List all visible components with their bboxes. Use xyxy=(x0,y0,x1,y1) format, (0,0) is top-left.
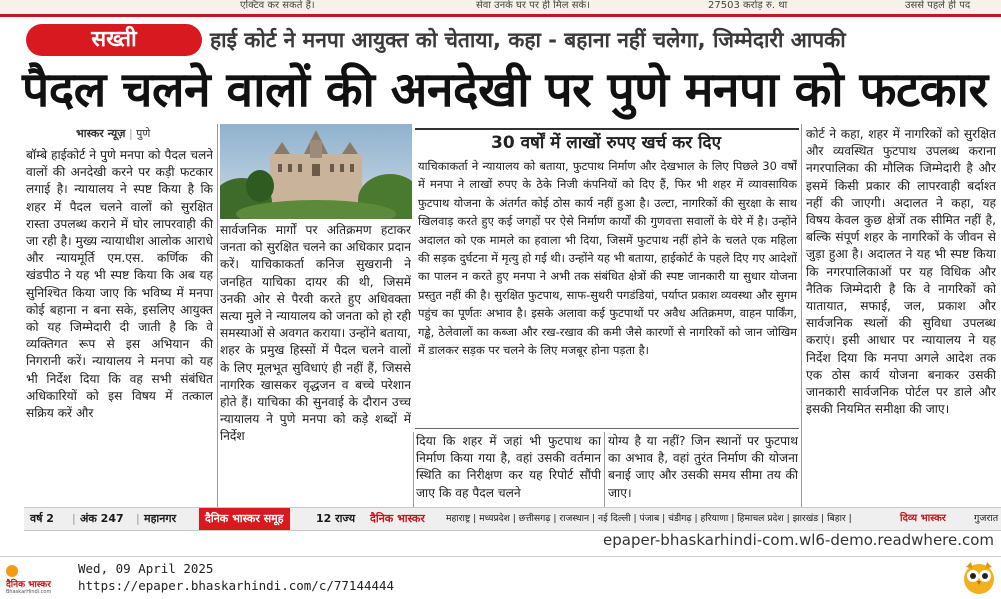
footer-states-list: महाराष्ट्र | मध्यप्रदेश | छत्तीसगढ़ | राजस्थान | नई दिल्ली | पंजाब | चंडीगढ़ | हरियाणा | हिमाचल प्रदेश | झारखंड | बिहार | xyxy=(446,513,852,524)
article-column-3b: योग्य है या नहीं? जिन स्थानों पर फुटपाथ का अभाव है, वहां तुरंत निर्माण की योजना बनाई जाए और उसकी समय सीमा तय की जाए। xyxy=(608,434,798,500)
strip-text-3: 27503 करोड़ रु. था xyxy=(708,0,788,11)
logo-text: दैनिक भास्कर xyxy=(6,580,51,590)
strip-text-4: उससे पहले ही पद xyxy=(905,0,971,11)
kicker-headline: हाई कोर्ट ने मनपा आयुक्त को चेताया, कहा - बहाना नहीं चलेगा, जिम्मेदारी आपकी xyxy=(210,28,846,52)
sidebar-box-bottom-rule xyxy=(415,428,799,429)
column-divider-3 xyxy=(604,432,605,507)
footer-brand-3: दिव्य भास्कर xyxy=(900,513,946,524)
footer-states-count: 12 राज्य xyxy=(316,512,356,525)
category-badge: सख्ती xyxy=(26,24,202,56)
footer-brand-2: दैनिक भास्कर xyxy=(370,512,425,525)
article-column-3a: दिया कि शहर में जहां भी फुटपाथ का निर्माण किया गया है, वहां उसकी वर्तमान स्थिति का निरीक्षण कर यह रिपोर्ट सौंपी जाए कि वह पैदल चलने xyxy=(416,434,601,500)
sidebar-box-text: याचिकाकर्ता ने न्यायालय को बताया, फुटपाथ निर्माण और देखभाल के लिए पिछले 30 वर्षों में मनपा ने लाखों रुपए के ठेके निजी कंपनियों को दिए हैं, फिर भी शहर में व्यावसायिक फुटपाथ योजना के अंतर्गत कोई ठोस कार्य नहीं हुआ है। उल्टा, नागरिकों की सुरक्षा के साथ खिलवाड़ करते हुए कई जगहों पर ऐसे निर्माण कार्यों की गुणवत्ता सवालों के घेरे में है। उन्होंने अदालत को एक मामले का हवाला भी दिया, जिसमें फुटपाथ नहीं होने के चलते एक महिला की सड़क दुर्घटना में मृत्यु हो गई थी। उन्होंने यह भी बताया, हाईकोर्ट के पहले दिए गए आदेशों का पालन न करते हुए मनपा ने अभी तक संबंधित क्षेत्रों की स्पष्ट जानकारी या सुधार योजना प्रस्तुत नहीं की है। सुरक्षित फुटपाथ, साफ-सुथरी पगडंडियां, पर्याप्त प्रकाश व्यवस्था और सुगम पहुंच का पूर्णतः अभाव है। इसके अलावा कई फुटपाथों पर अवैध अतिक्रमण, वाहन पार्किंग, गड्ढे, ठेलेवालों का कब्जा और रख-रखाव की कमी जैसे कारणों से नागरिकों को जान जोखिम में डालकर सड़क पर चलने के लिए मजबूर होना पड़ता है। xyxy=(418,159,797,358)
strip-text-2: सेवा उनके घर पर ही मिल सके। xyxy=(476,0,590,11)
footer-brand: दैनिक भास्कर समूह xyxy=(199,508,290,530)
bhaskar-logo[interactable] xyxy=(6,561,66,595)
column-divider-4 xyxy=(801,124,802,507)
footer-city: महानगर xyxy=(144,512,177,525)
article-column-2: सार्वजनिक मार्गों पर अतिक्रमण हटाकर जनता को सुरक्षित चलने का अधिकार प्रदान करें। याचिकाकर्ता कनिज सुखरानी ने जनहित याचिका दायर की थी, जिसमें उनकी ओर से पैरवी करते हुए अधिवक्ता सत्या मुले ने न्यायालय को जनता को हो रही समस्याओं से अवगत कराया। उन्होंने बताया, शहर के प्रमुख हिस्सों में पैदल चलने वालों के लिए मूलभूत सुविधाएं ही नहीं हैं, जिससे नागरिक खासकर वृद्धजन व बच्चे परेशान होते हैं। याचिका की सुनवाई के दौरान उच्च न्यायालय ने पुणे मनपा को कड़े शब्दों में निर्देश xyxy=(220,223,411,444)
footer-last-state: गुजरात xyxy=(974,513,999,524)
subhead-top-rule xyxy=(415,128,799,130)
newspaper-footer-bar: वर्ष 2 | अंक 247 | महानगर दैनिक भास्कर समूह 12 राज्य दैनिक भास्कर महाराष्ट्र | मध्यप्रदेश | छत्तीसगढ़ | राजस्थान | नई दिल्ली | पंजाब | चंडीगढ़ | हरियाणा | हिमाचल प्रदेश | झारखंड | बिहार | दिव्य भास्कर गुजरात xyxy=(24,507,1001,531)
byline-city: पुणे xyxy=(136,127,151,140)
main-headline: पैदल चलने वालों की अनदेखी पर पुणे मनपा को फटकार xyxy=(22,62,988,118)
column-divider-1 xyxy=(217,124,218,507)
sun-logo-icon xyxy=(6,565,18,577)
high-court-photo xyxy=(220,124,412,219)
epaper-url[interactable]: epaper-bhaskarhindi-com.wl6-demo.readwhere.com xyxy=(603,531,995,549)
previous-article-strip xyxy=(0,0,1001,15)
logo-subtext: BhaskarHindi.com xyxy=(6,589,52,595)
byline-source: भास्कर न्यूज़ xyxy=(76,127,126,140)
publication-date: Wed, 09 April 2025 xyxy=(78,561,214,576)
article-column-4: कोर्ट ने कहा, शहर में नागरिकों को सुरक्षित और व्यवस्थित फुटपाथ उपलब्ध कराना नगरपालिका की मौलिक जिम्मेदारी है और इसमें किसी प्रकार की लापरवाही बर्दाश्त नहीं की जाएगी। अदालत ने कहा, यह विषय केवल कुछ क्षेत्रों तक सीमित नहीं है, बल्कि संपूर्ण शहर के नागरिकों के जीवन से जुड़ा हुआ है। अदालत ने यह भी स्पष्ट किया कि नगरपालिकाओं पर यह विधिक और नैतिक जिम्मेदारी है कि वे नागरिकों को यातायात, सफाई, जल, प्रकाश और सार्वजनिक स्थलों की सुविधा उपलब्ध कराएं। इसी आधार पर न्यायालय ने यह निर्देश दिया कि मनपा अगले आदेश तक एक ठोस कार्य योजना बनाकर उसकी जानकारी सार्वजनिक पोर्टल पर डाले और इसकी नियमित समीक्षा की जाए। xyxy=(806,127,996,417)
article-column-1: बॉम्बे हाईकोर्ट ने पुणे मनपा को पैदल चलने वालों की अनदेखी करने पर कड़ी फटकार लगाई है। न्यायालय ने स्पष्ट किया है कि शहर में पैदल चलने वालों को सुरक्षित रास्ता उपलब्ध कराने में घोर लापरवाही की जा रही है। मुख्य न्यायाधीश आलोक आराधे और न्यायमूर्ति एम.एस. कर्णिक की खंडपीठ ने यह भी स्पष्ट किया कि अब यह सुनिश्चित किया जाए कि भविष्य में मनपा कोई बहाना न बना सके, इसलिए आयुक्त को यह जिम्मेदारी दी जाती है कि वे व्यक्तिगत रूप से इस अभियान की निगरानी करें। न्यायालय ने मनपा को यह भी निर्देश दिया कि वह सभी संबंधित अधिकारियों को इस विषय में तत्काल सक्रिय करें और xyxy=(26,148,213,421)
sub-headline: 30 वर्षों में लाखों रुपए खर्च कर दिए xyxy=(491,133,721,153)
article-url[interactable]: https://epaper.bhaskarhindi.com/c/77144444 xyxy=(78,578,395,593)
top-red-rule xyxy=(0,14,1001,17)
owl-mascot-icon[interactable] xyxy=(962,559,996,595)
bottom-bar xyxy=(0,556,1001,598)
byline: भास्कर न्यूज़ | पुणे xyxy=(76,127,151,140)
column-divider-2 xyxy=(413,432,414,507)
footer-year: वर्ष 2 xyxy=(30,512,54,525)
strip-text-1: एक्टिव कर सकते हैं। xyxy=(240,0,315,11)
footer-issue: अंक 247 xyxy=(80,512,124,525)
